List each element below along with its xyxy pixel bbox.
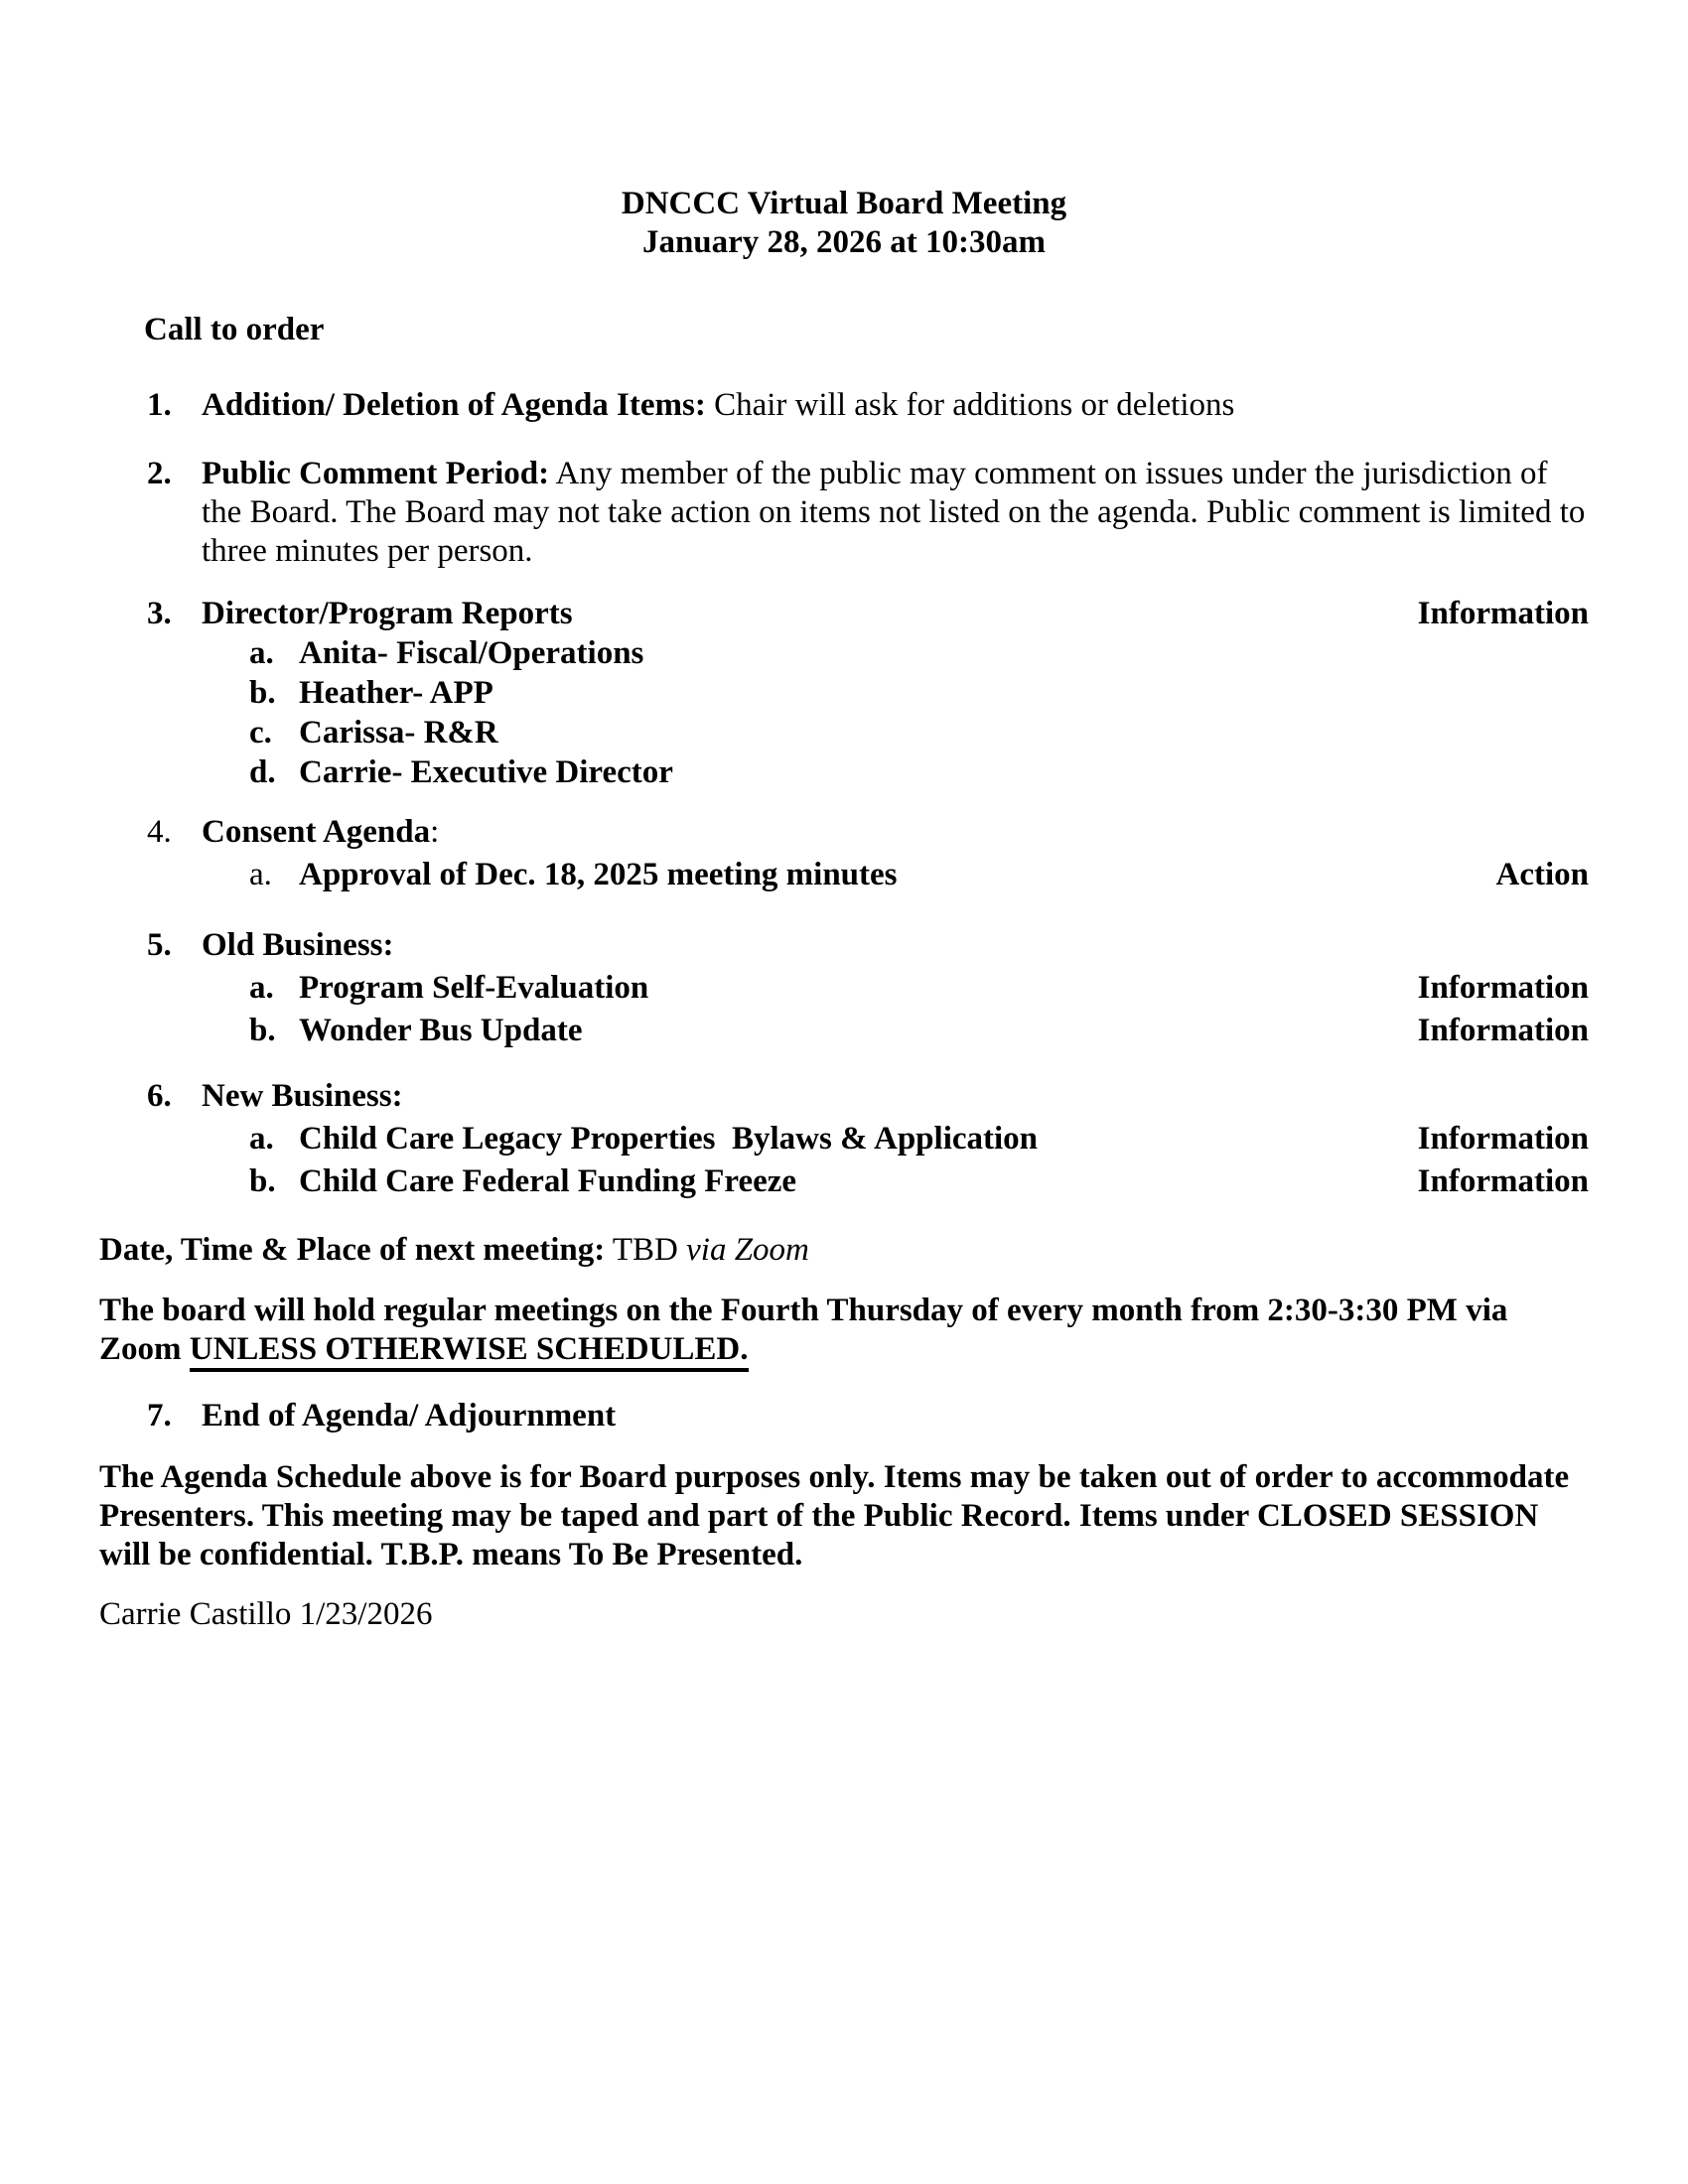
item-heading: Public Comment Period: (202, 456, 550, 491)
item-number: 7. (147, 1398, 172, 1433)
item-body (202, 386, 1589, 425)
agenda-item-6 (147, 1077, 1589, 1116)
item-status-label: Information (1417, 596, 1589, 631)
sub-text: Anita- Fiscal/Operations (299, 635, 644, 671)
sub-item-3d (249, 753, 1589, 792)
sub-status-label: Information (1417, 1121, 1589, 1157)
item-heading: End of Agenda/ Adjournment (202, 1398, 617, 1433)
item-text: Any member of the public may comment on issues under the jurisdiction of the Board. The Board may not take action on items not listed on the agenda. Public comment is limited to three minutes per person. (202, 456, 1594, 569)
meeting-title: DNCCC Virtual Board Meeting (621, 186, 1067, 221)
sub-item-3a (249, 634, 1589, 673)
sub-letter: a. (249, 857, 272, 892)
sub-item-5a (249, 969, 1589, 1008)
sub-text: Carrie- Executive Director (299, 754, 673, 790)
item-heading: Addition/ Deletion of Agenda Items: (202, 387, 706, 423)
disclaimer-paragraph: The Agenda Schedule above is for Board purposes only. Items may be taken out of order to accommodate Presenters. This meeting may be taped and part of the Public Record. Items under CLOSED SESSION will be confidential. T.B.P. means To Be Presented. (99, 1459, 1578, 1572)
sub-item-3b (249, 674, 1589, 713)
schedule-note-underlined: UNLESS OTHERWISE SCHEDULED. (190, 1331, 749, 1372)
item-number: 4. (147, 814, 172, 850)
sub-status-label: Information (1417, 1013, 1589, 1048)
sub-text: Approval of Dec. 18, 2025 meeting minutes (299, 857, 898, 892)
agenda-item-5 (147, 926, 1589, 965)
item-number: 5. (147, 927, 172, 963)
item-number: 1. (147, 387, 172, 423)
sub-text: Child Care Legacy Properties Bylaws & Application (299, 1121, 1039, 1157)
item-text: Chair will ask for additions or deletions (705, 387, 1235, 423)
sub-text: Wonder Bus Update (299, 1013, 583, 1048)
sub-item-3c (249, 714, 1589, 752)
item-heading: Director/Program Reports (202, 596, 573, 631)
sub-item-4a (249, 856, 1589, 894)
item-heading: Consent Agenda (202, 814, 431, 850)
item-heading: New Business: (202, 1078, 403, 1114)
item-number: 6. (147, 1078, 172, 1114)
next-meeting-line (99, 1231, 1589, 1270)
sub-text: Heather- APP (299, 675, 493, 711)
next-meeting-value: TBD (605, 1232, 687, 1268)
sub-status-label: Action (1495, 857, 1589, 892)
sub-item-6b (249, 1162, 1589, 1201)
sub-status-label: Information (1417, 1163, 1589, 1199)
agenda-item-4 (147, 813, 1589, 852)
item-heading: Old Business: (202, 927, 394, 963)
schedule-note (99, 1292, 1589, 1369)
signature-line: Carrie Castillo 1/23/2026 (99, 1596, 433, 1632)
sub-letter: b. (249, 675, 276, 711)
sub-letter: d. (249, 754, 276, 790)
schedule-note-text: The board will hold regular meetings on the Fourth Thursday of every month from 2:30-3:30 PM via Zoom (99, 1293, 1516, 1367)
item-body (202, 813, 1589, 852)
agenda-item-2 (147, 455, 1594, 571)
sub-status-label: Information (1417, 970, 1589, 1006)
agenda-item-7 (147, 1397, 1589, 1435)
agenda-item-3 (147, 595, 1589, 633)
item-body (202, 455, 1594, 571)
item-heading-tail: : (430, 814, 440, 850)
sub-letter: a. (249, 635, 274, 671)
sub-item-6a (249, 1120, 1589, 1159)
sub-text: Child Care Federal Funding Freeze (299, 1163, 797, 1199)
next-meeting-via: via Zoom (686, 1232, 809, 1268)
next-meeting-label: Date, Time & Place of next meeting: (99, 1232, 606, 1268)
sub-text: Carissa- R&R (299, 715, 498, 751)
item-number: 3. (147, 596, 172, 631)
sub-letter: a. (249, 1121, 274, 1157)
sub-letter: a. (249, 970, 274, 1006)
sub-letter: c. (249, 715, 272, 751)
sub-item-5b (249, 1012, 1589, 1050)
call-to-order-heading: Call to order (144, 312, 325, 347)
document-title-block (99, 185, 1589, 262)
sub-text: Program Self-Evaluation (299, 970, 649, 1006)
meeting-datetime: January 28, 2026 at 10:30am (641, 224, 1047, 260)
sub-letter: b. (249, 1163, 276, 1199)
agenda-item-1 (147, 386, 1589, 425)
item-number: 2. (147, 456, 172, 491)
sub-letter: b. (249, 1013, 276, 1048)
